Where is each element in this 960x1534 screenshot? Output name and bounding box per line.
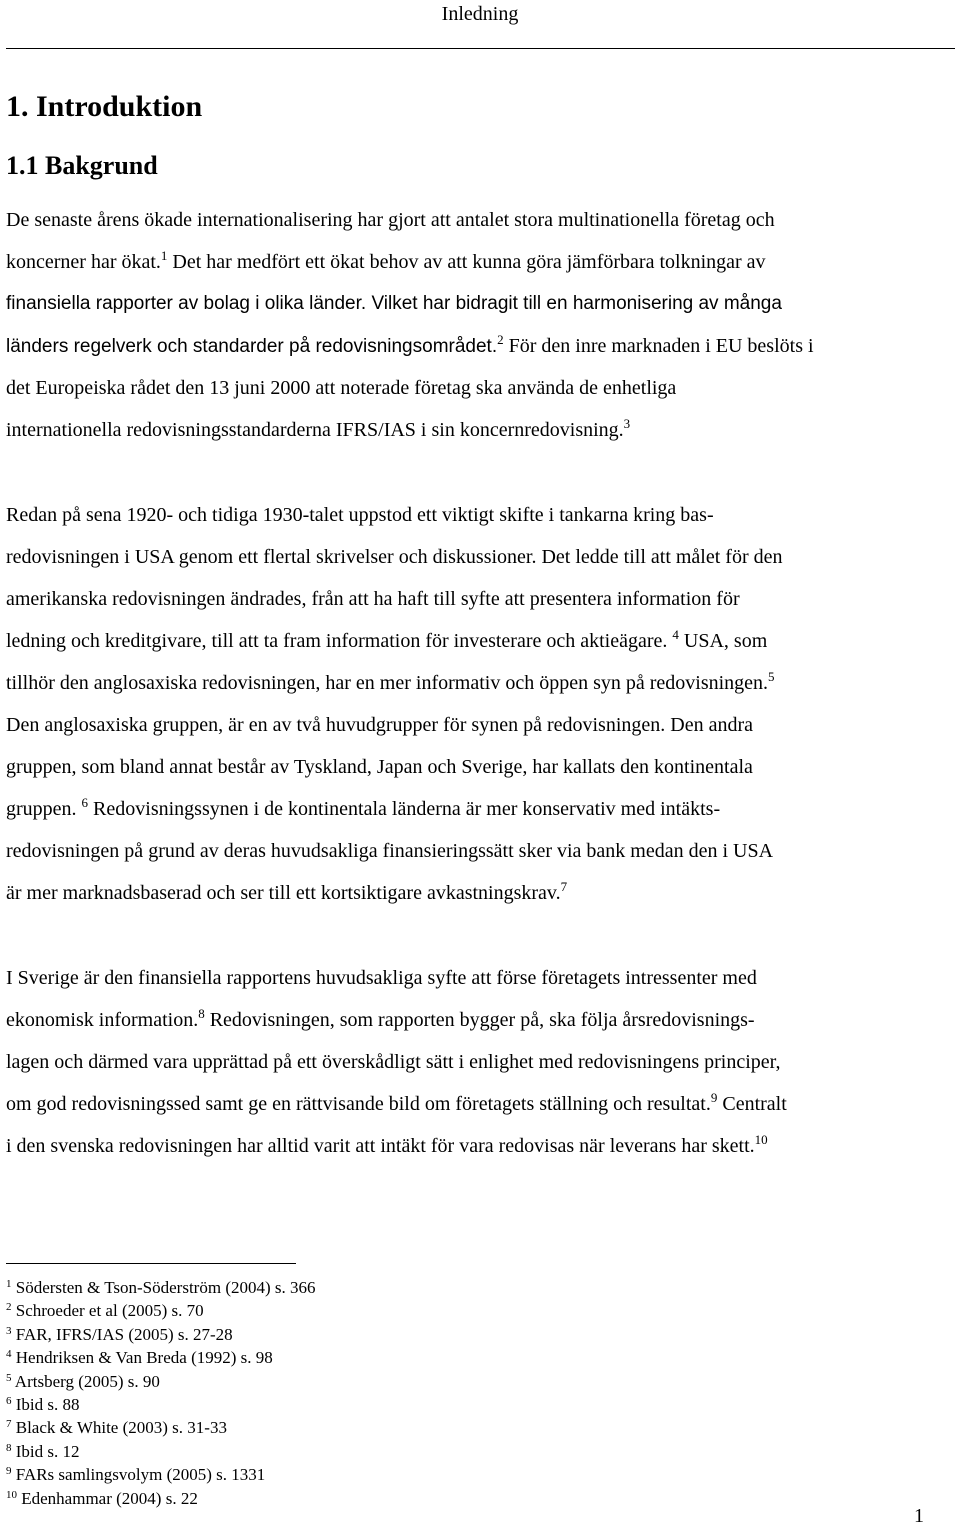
footnote-number: 9: [6, 1465, 12, 1478]
footnote-ref[interactable]: 7: [560, 879, 568, 894]
paragraph-line: [6, 241, 956, 283]
text-run: gruppen.: [6, 798, 82, 820]
paragraph-line: [6, 788, 956, 830]
footnote-ref[interactable]: 5: [768, 669, 775, 684]
footnote-item: [6, 1416, 906, 1439]
text-run: koncerner har ökat.: [6, 251, 161, 273]
paragraph-line: [6, 578, 956, 620]
footnote-ref[interactable]: 1: [160, 248, 168, 263]
text-run: Redovisningen, som rapporten bygger på, ska följa årsredovisnings-: [204, 1009, 755, 1031]
footnote-ref[interactable]: 9: [710, 1090, 718, 1105]
footnote-number: 1: [6, 1278, 12, 1290]
text-run: amerikanska redovisningen ändrades, från att ha haft till syfte att presentera information för: [6, 588, 740, 610]
footnote-text: Ibid s. 88: [11, 1395, 80, 1415]
footnote-text: Schroeder et al (2005) s. 70: [11, 1301, 204, 1321]
text-run: är mer marknadsbaserad och ser till ett kortsiktigare avkastningskrav.: [6, 882, 561, 904]
footnote-list: [6, 1276, 906, 1510]
paragraph-line: [6, 830, 956, 872]
footnote-number: 4: [6, 1348, 12, 1361]
footnote-text: Artsberg (2005) s. 90: [11, 1371, 160, 1391]
footnote-ref[interactable]: 3: [623, 416, 631, 431]
paragraph-line: [6, 199, 956, 241]
footnote-text: Ibid s. 12: [11, 1441, 80, 1461]
text-run: länders regelverk och standarder på redovisningsområdet.: [6, 336, 498, 357]
paragraph-line: [6, 367, 956, 409]
footnote-item: [6, 1299, 906, 1322]
footnote-text: Hendriksen & Van Breda (1992) s. 98: [11, 1348, 273, 1368]
paragraph-line: [6, 1041, 956, 1083]
footnote-number: 5: [6, 1371, 12, 1384]
footnote-text: Black & White (2003) s. 31-33: [11, 1418, 227, 1438]
text-run: finansiella rapporter av bolag i olika länder.: [6, 293, 367, 314]
text-run: lagen och därmed vara upprättad på ett överskådligt sätt i enlighet med redovisningens principer,: [6, 1051, 781, 1073]
text-run: Redovisningssynen i de kontinentala länderna är mer konservativ med intäkts-: [88, 798, 721, 820]
text-run: i den svenska redovisningen har alltid varit att intäkt för vara redovisas när leverans har skett.: [6, 1135, 755, 1157]
chapter-heading: 1. Introduktion: [6, 90, 203, 123]
paragraph-line: [6, 494, 956, 536]
text-run: Det har medfört ett ökat behov av att kunna göra jämförbara tolkningar av: [167, 251, 766, 273]
footnote-ref[interactable]: 6: [81, 795, 89, 810]
footnote-item: [6, 1323, 906, 1346]
paragraph-line: [6, 999, 956, 1041]
paragraph-line: [6, 536, 956, 578]
footnote-number: 10: [6, 1488, 17, 1501]
text-run: internationella redovisningsstandarderna IFRS/IAS i sin koncernredovisning.: [6, 419, 624, 441]
paragraph-line: [6, 1125, 956, 1167]
running-header: Inledning: [441, 3, 519, 25]
text-run: De senaste årens ökade internationalisering har gjort att antalet stora multinationella företag och: [6, 209, 775, 231]
footnote-number: 8: [6, 1441, 12, 1454]
footnote-ref[interactable]: 2: [497, 332, 504, 347]
paragraph-line: [6, 957, 956, 999]
paragraph-line: [6, 872, 956, 914]
footnote-text: Edenhammar (2004) s. 22: [17, 1488, 198, 1508]
text-run: Centralt: [717, 1093, 787, 1115]
footnote-number: 7: [6, 1418, 12, 1431]
paragraph-1: [6, 199, 956, 451]
footnote-text: FARs samlingsvolym (2005) s. 1331: [11, 1465, 266, 1485]
footnote-ref[interactable]: 8: [198, 1006, 205, 1021]
text-run: gruppen, som bland annat består av Tyskland, Japan och Sverige, har kallats den kontinentala: [6, 756, 753, 778]
text-run: ledning och kreditgivare, till att ta fram information för investerare och aktieägare.: [6, 630, 673, 652]
footnote-number: 3: [6, 1324, 12, 1337]
paragraph-3: [6, 957, 956, 1167]
paragraph-line: [6, 325, 956, 367]
text-run: USA, som: [678, 630, 768, 652]
footnote-ref[interactable]: 4: [672, 627, 679, 642]
paragraph-line: [6, 283, 956, 325]
footnote-item: [6, 1276, 906, 1299]
footnote-number: 6: [6, 1395, 12, 1408]
footnote-item: [6, 1393, 906, 1416]
footnote-item: [6, 1346, 906, 1369]
header-rule: [6, 48, 955, 49]
paragraph-line: [6, 409, 956, 451]
text-run: För den inre marknaden i EU beslöts i: [503, 335, 814, 357]
footnote-item: [6, 1463, 906, 1486]
footnote-separator: [6, 1263, 296, 1264]
paragraph-line: [6, 746, 956, 788]
text-run: redovisningen på grund av deras huvudsakliga finansieringssätt sker via bank medan den i USA: [6, 840, 774, 862]
paragraph-line: [6, 620, 956, 662]
footnote-item: [6, 1370, 906, 1393]
paragraph-2: [6, 494, 956, 914]
text-run: I Sverige är den finansiella rapportens huvudsakliga syfte att förse företagets intressenter med: [6, 967, 757, 989]
footnote-item: [6, 1487, 906, 1510]
text-run: Redan på sena 1920- och tidiga 1930-talet uppstod ett viktigt skifte i tankarna kring bas-: [6, 504, 714, 526]
paragraph-line: [6, 1083, 956, 1125]
text-run: ekonomisk information.: [6, 1009, 199, 1031]
paragraph-line: [6, 704, 956, 746]
text-run: det Europeiska rådet den 13 juni 2000 att noterade företag ska använda de enhetliga: [6, 377, 677, 399]
section-heading: 1.1 Bakgrund: [6, 151, 158, 180]
text-run: Vilket har bidragit till en harmonisering av många: [366, 293, 782, 314]
footnote-text: Södersten & Tson-Söderström (2004) s. 366: [11, 1278, 316, 1297]
text-run: Den anglosaxiska gruppen, är en av två huvudgrupper för synen på redovisningen. Den andra: [6, 714, 753, 736]
text-run: tillhör den anglosaxiska redovisningen, har en mer informativ och öppen syn på redovisningen.: [6, 672, 769, 694]
footnote-item: [6, 1440, 906, 1463]
page-number: 1: [914, 1505, 924, 1527]
footnote-text: FAR, IFRS/IAS (2005) s. 27-28: [11, 1324, 233, 1344]
text-run: om god redovisningssed samt ge en rättvisande bild om företagets ställning och resultat.: [6, 1093, 711, 1115]
text-run: redovisningen i USA genom ett flertal skrivelser och diskussioner. Det ledde till att målet för den: [6, 546, 783, 568]
footnote-ref[interactable]: 10: [754, 1132, 768, 1147]
footnote-number: 2: [6, 1301, 12, 1314]
paragraph-line: [6, 662, 956, 704]
